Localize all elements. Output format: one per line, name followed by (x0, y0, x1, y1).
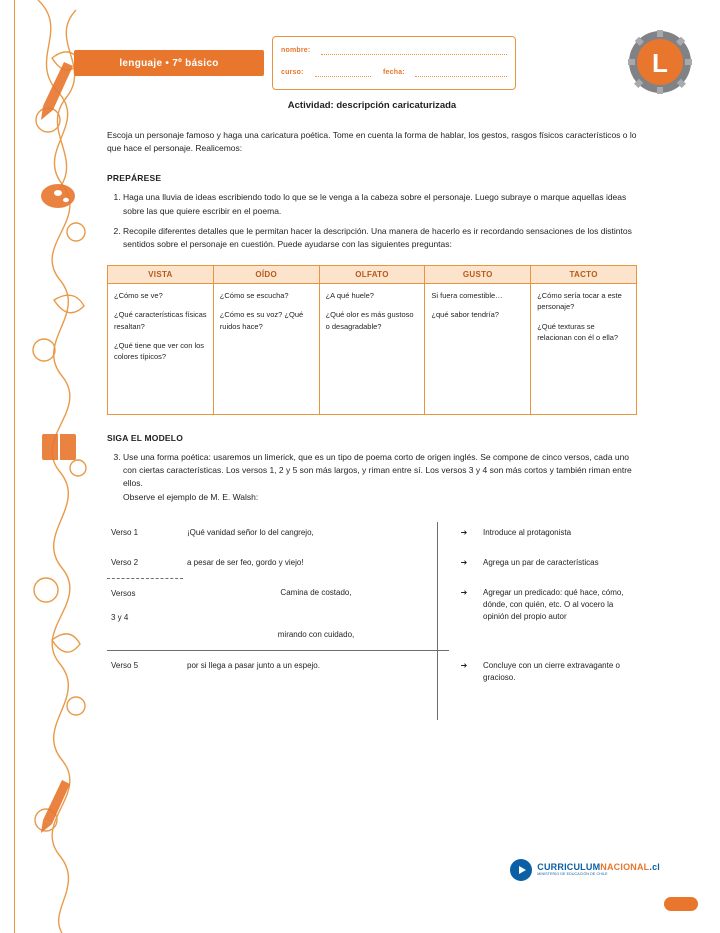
decorative-border-illustration (18, 0, 106, 933)
prepare-heading: PREPÁRESE (107, 173, 162, 184)
cell-line: ¿Qué tiene que ver con los colores típicos? (114, 340, 205, 362)
arrow-icon: ➔ (460, 557, 468, 567)
verse-label: Verso 1 (111, 527, 139, 537)
column-header-gusto: GUSTO (425, 266, 531, 284)
arrow-icon: ➔ (460, 527, 468, 537)
model-heading: SIGA EL MODELO (107, 433, 184, 444)
cell-line: ¿qué sabor tendría? (431, 310, 499, 320)
senses-table (107, 265, 637, 415)
fecha-label: fecha: (383, 69, 405, 76)
cell-vista (108, 284, 214, 415)
fecha-input[interactable] (415, 76, 507, 77)
nombre-input[interactable] (321, 54, 507, 55)
verse-text-a: Camina de costado, (280, 588, 352, 598)
verse-description: Concluye con un cierre extravagante o gracioso. (483, 660, 620, 682)
table-row (107, 548, 637, 579)
subject-band (74, 50, 264, 76)
svg-text:L: L (652, 48, 668, 78)
prepare-steps (107, 191, 637, 251)
verse-description: Introduce al protagonista (483, 527, 572, 537)
table-row (107, 578, 637, 651)
verse-text-b: mirando con cuidado, (277, 630, 355, 640)
brand-part-2: NACIONAL (600, 862, 650, 873)
activity-title: Actividad: descripción caricaturizada (287, 100, 457, 111)
verse-label (107, 578, 183, 651)
column-header-vista: VISTA (108, 266, 214, 284)
cell-gusto (425, 284, 531, 415)
footer-brand (510, 859, 660, 881)
verse-label-line1: Versos (111, 588, 136, 598)
corner-accent (664, 897, 698, 911)
cell-line: ¿Cómo se ve? (114, 291, 163, 301)
verse-text: ¡Qué vanidad señor lo del cangrejo, (187, 527, 314, 537)
brand-subtitle: MINISTERIO DE EDUCACIÓN DE CHILE (537, 871, 608, 876)
model-steps (107, 451, 637, 504)
verse-label-line2: 3 y 4 (111, 612, 129, 622)
verse-text: por si llega a pasar junto a un espejo. (183, 651, 449, 693)
cell-line: ¿Qué características físicas resaltan? (114, 310, 207, 331)
model-vertical-divider (437, 522, 438, 720)
cell-line: ¿A qué huele? (325, 291, 374, 301)
verse-description: Agregar un predicado: qué hace, cómo, dónde, con quién, etc. O al vocero la opinión del propio autor (483, 588, 624, 622)
cell-line: ¿Cómo se escucha? (219, 291, 289, 301)
table-row (108, 284, 637, 415)
model-step-text: Use una forma poética: usaremos un limerick, que es un tipo de poema corto de origen inglés. Se compone de cinco versos, cada uno con ciertas características. Los versos 1, 2 y 5 son más largos, y riman entre sí. Los versos 3 y 4 son más cortos y también riman entre ellos. (123, 452, 632, 489)
column-header-oido: OÍDO (213, 266, 319, 284)
nombre-label: nombre: (281, 47, 311, 54)
list-item (123, 451, 637, 504)
cell-line: ¿Qué olor es más gustoso o desagradable? (325, 310, 414, 331)
column-header-olfato: OLFATO (319, 266, 425, 284)
verse-text: a pesar de ser feo, gordo y viejo! (187, 557, 304, 567)
curso-input[interactable] (315, 76, 371, 77)
cell-line: ¿Cómo es su voz? ¿Qué ruidos hace? (219, 310, 304, 331)
cell-line: ¿Qué texturas se relacionan con él o ella? (537, 321, 619, 342)
student-info-box (272, 36, 516, 90)
list-item: 2. Recopile diferentes detalles que le permitan hacer la descripción. Una manera de hacerlo es ir recordando sensaciones de los distintos sentidos sobre el personaje en cuestión. Puede ayudarse con las siguientes preguntas: (123, 225, 637, 251)
left-margin-rule (14, 0, 15, 933)
cell-tacto (531, 284, 637, 415)
table-row (107, 651, 637, 693)
model-observe-text: Observe el ejemplo de M. E. Walsh: (123, 491, 259, 502)
cell-line: Si fuera comestible… (431, 291, 503, 301)
cell-olfato (319, 284, 425, 415)
subject-label: lenguaje • 7º básico (119, 57, 219, 69)
verse-label: Verso 2 (111, 557, 139, 567)
model-example-table (107, 518, 637, 693)
arrow-icon: ➔ (460, 588, 468, 598)
table-row (107, 518, 637, 548)
verse-description: Agrega un par de características (483, 557, 599, 567)
verse-label: Verso 5 (107, 651, 183, 693)
cell-oido (213, 284, 319, 415)
play-icon (510, 859, 532, 881)
worksheet-content (107, 100, 637, 693)
brand-part-1: CURRICULUM (537, 862, 601, 873)
curso-label: curso: (281, 69, 304, 76)
verse-text (183, 578, 449, 651)
list-item: 1. Haga una lluvia de ideas escribiendo todo lo que se le venga a la cabeza sobre el personaje. Luego subraye o marque aquellas ideas sobre las que quiere escribir en el poema. (123, 191, 637, 217)
brand-part-3: .cl (649, 862, 660, 873)
column-header-tacto: TACTO (531, 266, 637, 284)
cell-line: ¿Cómo sería tocar a este personaje? (537, 291, 622, 312)
table-header-row (108, 266, 637, 284)
arrow-icon: ➔ (460, 660, 468, 670)
subject-logo (628, 30, 692, 94)
activity-intro: Escoja un personaje famoso y haga una caricatura poética. Tome en cuenta la forma de hablar, los gestos, rasgos físicos característicos o lo que hace el personaje. Realicemos: (107, 130, 637, 154)
